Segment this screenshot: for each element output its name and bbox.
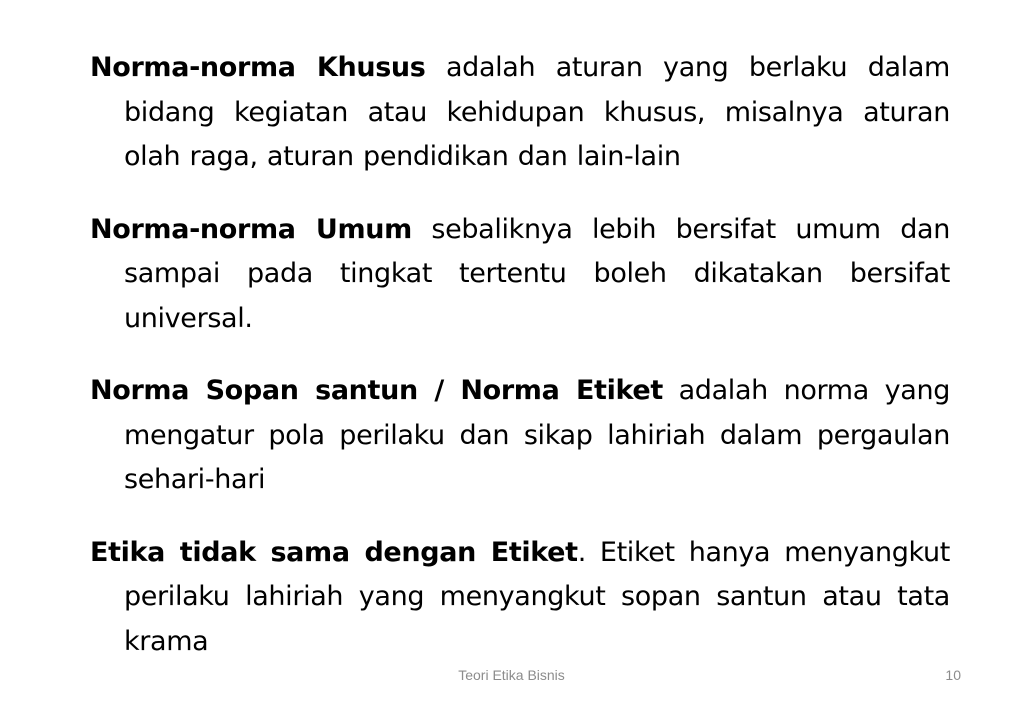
term-etika-etiket: Etika tidak sama dengan Etiket xyxy=(90,536,578,568)
term-norma-khusus: Norma-norma Khusus xyxy=(90,52,426,83)
paragraph-norma-umum xyxy=(90,208,950,342)
term-norma-sopan-santun: Norma Sopan santun / Norma Etiket xyxy=(90,375,663,406)
page-number: 10 xyxy=(945,667,961,683)
paragraph-norma-khusus xyxy=(90,46,950,180)
definition-norma-khusus: adalah aturan yang berlaku dalam bidang kegiatan atau kehidupan khusus, misalnya aturan olah raga, aturan pendidikan dan lain-lain xyxy=(124,52,950,172)
slide-body xyxy=(90,46,950,692)
definition-norma-sopan-santun: adalah norma yang mengatur pola perilaku dan sikap lahiriah dalam pergaulan sehari-hari xyxy=(124,375,951,495)
footer-title: Teori Etika Bisnis xyxy=(458,667,565,683)
term-norma-umum: Norma-norma Umum xyxy=(90,213,412,245)
definition-etika-etiket: . Etiket hanya menyangkut perilaku lahiriah yang menyangkut sopan santun atau tata krama xyxy=(124,536,950,657)
paragraph-norma-sopan-santun xyxy=(90,369,950,503)
definition-norma-umum: sebaliknya lebih bersifat umum dan sampai pada tingkat tertentu boleh dikatakan bersifat universal. xyxy=(124,213,950,334)
paragraph-etika-etiket xyxy=(90,531,950,665)
